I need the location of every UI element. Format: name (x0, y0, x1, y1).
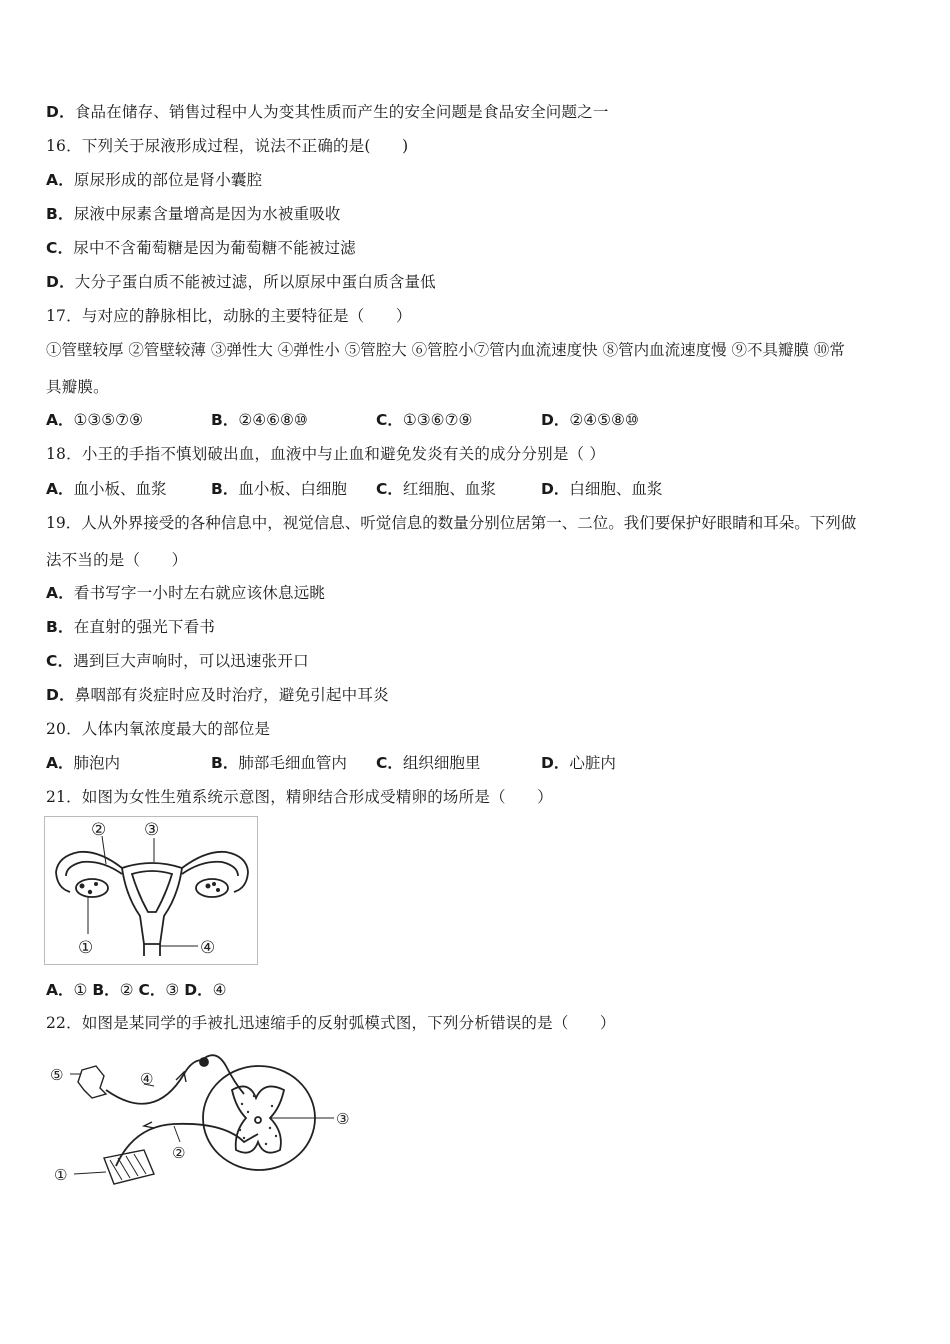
q16-option-b[interactable]: B．尿液中尿素含量增高是因为水被重吸收 (46, 205, 341, 223)
q19-option-a[interactable]: A．看书写字一小时左右就应该休息远眺 (46, 584, 326, 602)
q19-option-c[interactable]: C．遇到巨大声响时，可以迅速张开口 (46, 652, 309, 670)
q17-option-d[interactable]: D．②④⑤⑧⑩ (541, 411, 639, 429)
q20-option-d[interactable]: D．心脏内 (541, 754, 616, 772)
q16-stem: 16．下列关于尿液形成过程，说法不正确的是( ) (46, 137, 409, 155)
q16-option-c[interactable]: C．尿中不含葡萄糖是因为葡萄糖不能被过滤 (46, 239, 356, 257)
q18-option-b[interactable]: B．血小板、白细胞 (211, 480, 347, 498)
fig22-label-2: ② (172, 1144, 186, 1162)
q19-stem-line1: 19．人从外界接受的各种信息中，视觉信息、听觉信息的数量分别位居第一、二位。我们要保护好眼睛和耳朵。下列做 (46, 514, 857, 532)
q17-option-c[interactable]: C．①③⑥⑦⑨ (376, 411, 473, 429)
q17-desc-line2: 具瓣膜。 (46, 378, 109, 396)
female-reproductive-system-figure (44, 816, 259, 966)
q21-option-b[interactable]: B．② (92, 981, 134, 999)
fig22-label-3: ③ (336, 1110, 350, 1128)
q19-stem-line2: 法不当的是（ ） (46, 551, 188, 569)
q18-option-c[interactable]: C．红细胞、血浆 (376, 480, 496, 498)
q21-options (46, 980, 227, 1000)
q21-option-c[interactable]: C．③ (138, 981, 180, 999)
q17-stem: 17．与对应的静脉相比，动脉的主要特征是（ ） (46, 307, 412, 325)
q21-option-d[interactable]: D．④ (184, 981, 227, 999)
fig21-label-1: ① (78, 938, 94, 958)
q16-option-a[interactable]: A．原尿形成的部位是肾小囊腔 (46, 171, 263, 189)
q18-stem: 18．小王的手指不慎划破出血，血液中与止血和避免发炎有关的成分分别是（ ） (46, 445, 606, 463)
q18-option-d[interactable]: D．白细胞、血浆 (541, 480, 663, 498)
q21-stem: 21．如图为女性生殖系统示意图，精卵结合形成受精卵的场所是（ ） (46, 788, 553, 806)
q21-option-a[interactable]: A．① (46, 981, 88, 999)
q22-stem: 22．如图是某同学的手被扎迅速缩手的反射弧模式图，下列分析错误的是（ ） (46, 1014, 616, 1032)
fig21-label-3: ③ (144, 820, 160, 840)
fig21-label-2: ② (91, 820, 107, 840)
q20-option-c[interactable]: C．组织细胞里 (376, 754, 481, 772)
q20-option-a[interactable]: A．肺泡内 (46, 754, 121, 772)
fig21-label-4: ④ (200, 938, 216, 958)
reflex-arc-figure (44, 1046, 364, 1196)
q20-option-b[interactable]: B．肺部毛细血管内 (211, 754, 347, 772)
q17-desc-line1: ①管壁较厚 ②管壁较薄 ③弹性大 ④弹性小 ⑤管腔大 ⑥管腔小⑦管内血流速度快 ⑧管内血流速度慢 ⑨不具瓣膜 ⑩常 (46, 341, 845, 359)
q16-option-d[interactable]: D．大分子蛋白质不能被过滤，所以原尿中蛋白质含量低 (46, 273, 436, 291)
q17-option-a[interactable]: A．①③⑤⑦⑨ (46, 411, 143, 429)
fig22-label-1: ① (54, 1166, 68, 1184)
q17-option-b[interactable]: B．②④⑥⑧⑩ (211, 411, 308, 429)
prev-option-d: D．食品在储存、销售过程中人为变其性质而产生的安全问题是食品安全问题之一 (46, 103, 609, 121)
q19-option-b[interactable]: B．在直射的强光下看书 (46, 618, 216, 636)
fig22-label-4: ④ (140, 1070, 154, 1088)
fig22-label-5: ⑤ (50, 1066, 64, 1084)
q18-option-a[interactable]: A．血小板、血浆 (46, 480, 167, 498)
q20-stem: 20．人体内氧浓度最大的部位是 (46, 720, 271, 738)
q19-option-d[interactable]: D．鼻咽部有炎症时应及时治疗，避免引起中耳炎 (46, 686, 389, 704)
prev-option-d-text: 食品在储存、销售过程中人为变其性质而产生的安全问题是食品安全问题之一 (74, 103, 609, 121)
